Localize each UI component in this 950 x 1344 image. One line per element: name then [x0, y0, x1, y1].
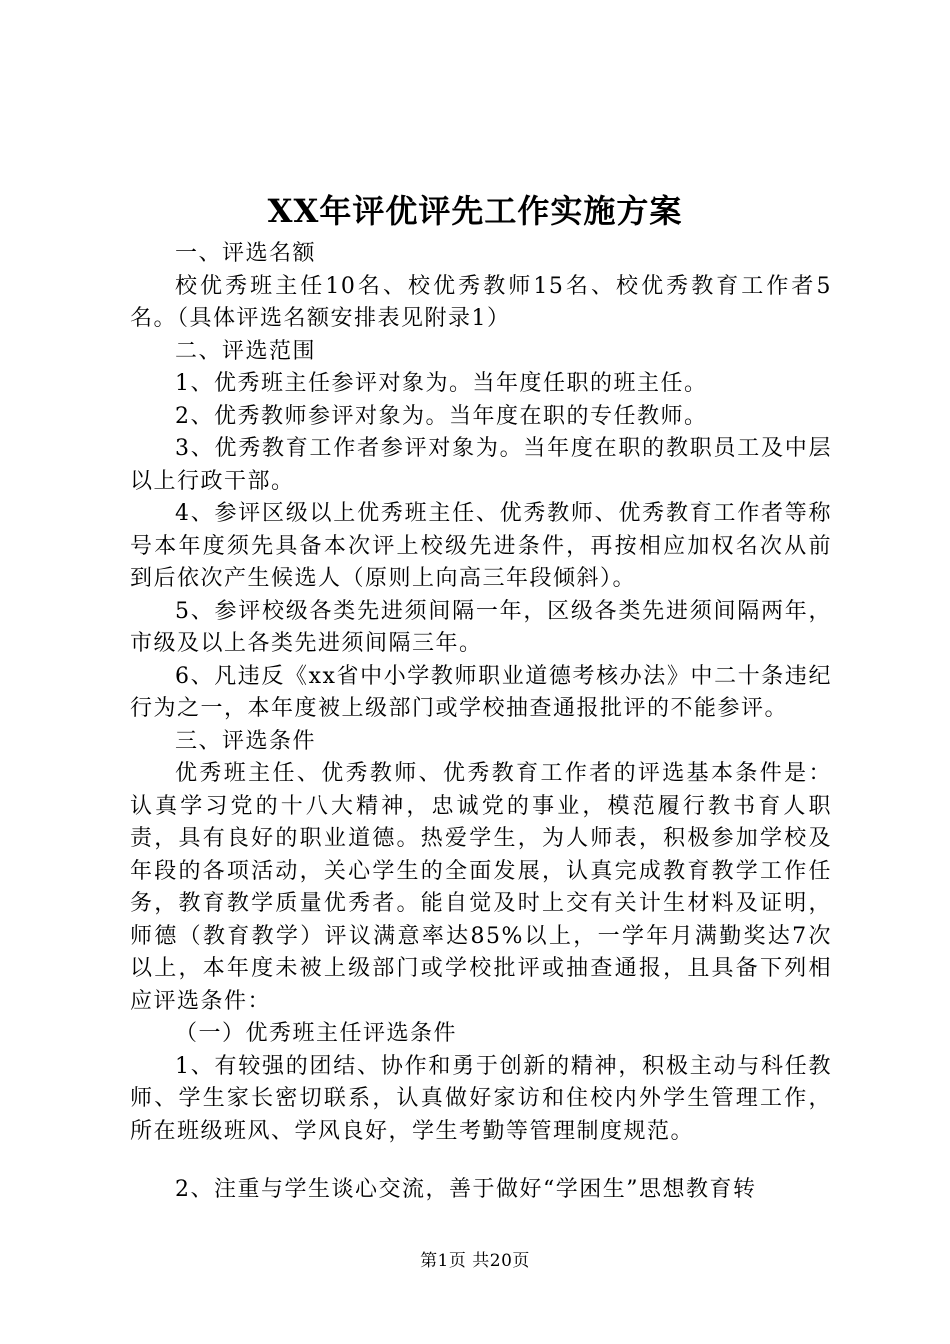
paragraph: 3、优秀教育工作者参评对象为。当年度在职的教职员工及中层以上行政干部。	[130, 436, 832, 494]
subsection-heading: （一）优秀班主任评选条件	[175, 1021, 458, 1046]
section-heading: 三、评选条件	[175, 728, 317, 754]
page-number: 第1页 共20页	[420, 1251, 530, 1271]
paragraph: 2、优秀教师参评对象为。当年度在职的专任教师。	[175, 403, 708, 429]
paragraph: 1、优秀班主任参评对象为。当年度任职的班主任。	[175, 371, 708, 396]
paragraph: 4、参评区级以上优秀班主任、优秀教师、优秀教育工作者等称号本年度须先具备本次评上校级先进条件，再按相应加权名次从前到后依次产生候选人（原则上向高三年段倾斜）。	[130, 501, 832, 591]
document-body	[130, 238, 832, 1207]
paragraph: 6、凡违反《xx省中小学教师职业道德考核办法》中二十条违纪行为之一，本年度被上级部门或学校抽查通报批评的不能参评。	[130, 663, 832, 721]
paragraph: 优秀班主任、优秀教师、优秀教育工作者的评选基本条件是：认真学习党的十八大精神，忠诚党的事业，模范履行教书育人职责，具有良好的职业道德。热爱学生，为人师表，积极参加学校及年段的各项活动，关心学生的全面发展，认真完成教育教学工作任务，教育教学质量优秀者。能自觉及时上交有关计生材料及证明，师德（教育教学）评议满意率达85%以上，一学年月满勤奖达7次以上，本年度未被上级部门或学校批评或抽查通报，且具备下列相应评选条件：	[130, 761, 832, 1014]
paragraph: 2、注重与学生谈心交流，善于做好“学困生”思想教育转	[175, 1177, 757, 1202]
paragraph-gap	[130, 1148, 832, 1174]
paragraph: 5、参评校级各类先进须间隔一年，区级各类先进须间隔两年，市级及以上各类先进须间隔三年。	[130, 598, 832, 656]
section-heading: 一、评选名额	[175, 241, 317, 266]
document-title: XX年评优评先工作实施方案	[267, 192, 683, 230]
section-heading: 二、评选范围	[175, 338, 317, 364]
paragraph: 校优秀班主任10名、校优秀教师15名、校优秀教育工作者5名。（具体评选名额安排表见附录1）	[130, 273, 832, 331]
paragraph: 1、有较强的团结、协作和勇于创新的精神，积极主动与科任教师、学生家长密切联系，认真做好家访和住校内外学生管理工作，所在班级班风、学风良好，学生考勤等管理制度规范。	[130, 1053, 832, 1144]
